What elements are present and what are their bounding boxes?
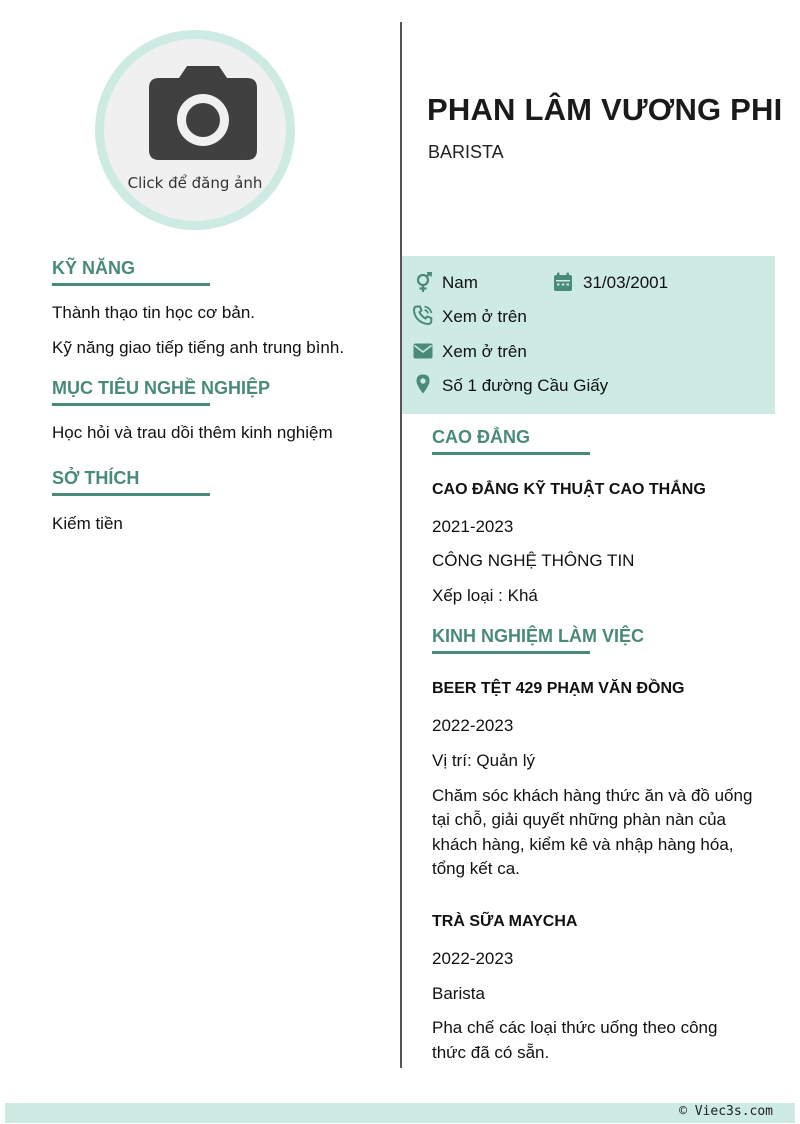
gender-icon (413, 272, 433, 292)
hobbies-text: Kiếm tiền (52, 514, 123, 533)
job-position: Barista (432, 984, 485, 1003)
phone-icon (413, 305, 433, 325)
avatar-upload-label[interactable]: Click để đăng ảnh (127, 174, 263, 192)
avatar-placeholder[interactable] (104, 39, 286, 221)
education-underline (432, 452, 590, 455)
education-major: CÔNG NGHỆ THÔNG TIN (432, 551, 635, 570)
job-description-line: Pha chế các loại thức uống theo công (432, 1018, 718, 1037)
address-value: Số 1 đường Cầu Giấy (442, 376, 609, 395)
education-period: 2021-2023 (432, 517, 514, 536)
job-description-line: Chăm sóc khách hàng thức ăn và đồ uống (432, 786, 753, 805)
footer-bar (5, 1103, 795, 1123)
education-grade: Xếp loại : Khá (432, 586, 538, 605)
contact-box (402, 256, 775, 414)
job-period: 2022-2023 (432, 949, 514, 968)
avatar-upload[interactable] (95, 30, 295, 230)
objective-underline (52, 403, 210, 406)
calendar-icon (553, 272, 573, 292)
job-description-line: tổng kết ca. (432, 859, 520, 878)
job-position: Vị trí: Quản lý (432, 751, 535, 770)
skills-title: KỸ NĂNG (52, 258, 136, 278)
envelope-icon (413, 341, 433, 361)
skill-item: Kỹ năng giao tiếp tiếng anh trung bình. (52, 338, 345, 357)
job-description-line: khách hàng, kiểm kê và nhập hàng hóa, (432, 835, 734, 854)
phone-value: Xem ở trên (442, 307, 527, 326)
email-value: Xem ở trên (442, 342, 527, 361)
job-company: BEER TỆT 429 PHẠM VĂN ĐỒNG (432, 680, 685, 697)
birthday-value: 31/03/2001 (583, 273, 669, 292)
job-description-line: thức đã có sẵn. (432, 1043, 550, 1062)
experience-underline (432, 651, 590, 654)
experience-title: KINH NGHIỆM LÀM VIỆC (432, 626, 645, 646)
job-company: TRÀ SỮA MAYCHA (432, 913, 578, 930)
column-divider (400, 22, 402, 1068)
education-title: CAO ĐẲNG (432, 427, 530, 447)
candidate-role: BARISTA (428, 142, 504, 162)
skills-underline (52, 283, 210, 286)
gender-value: Nam (442, 273, 478, 292)
hobbies-title: SỞ THÍCH (52, 468, 140, 488)
objective-title: MỤC TIÊU NGHỀ NGHIỆP (52, 378, 271, 398)
footer-copyright: © Viec3s.com (679, 1104, 773, 1119)
job-description-line: tại chỗ, giải quyết những phàn nàn của (432, 810, 726, 829)
camera-icon (149, 66, 257, 160)
education-school: CAO ĐẲNG KỸ THUẬT CAO THẮNG (432, 481, 706, 498)
candidate-name: PHAN LÂM VƯƠNG PHI (427, 92, 783, 127)
objective-text: Học hỏi và trau dồi thêm kinh nghiệm (52, 423, 333, 442)
location-pin-icon (413, 374, 433, 394)
skill-item: Thành thạo tin học cơ bản. (52, 303, 256, 322)
hobbies-underline (52, 493, 210, 496)
job-period: 2022-2023 (432, 716, 514, 735)
